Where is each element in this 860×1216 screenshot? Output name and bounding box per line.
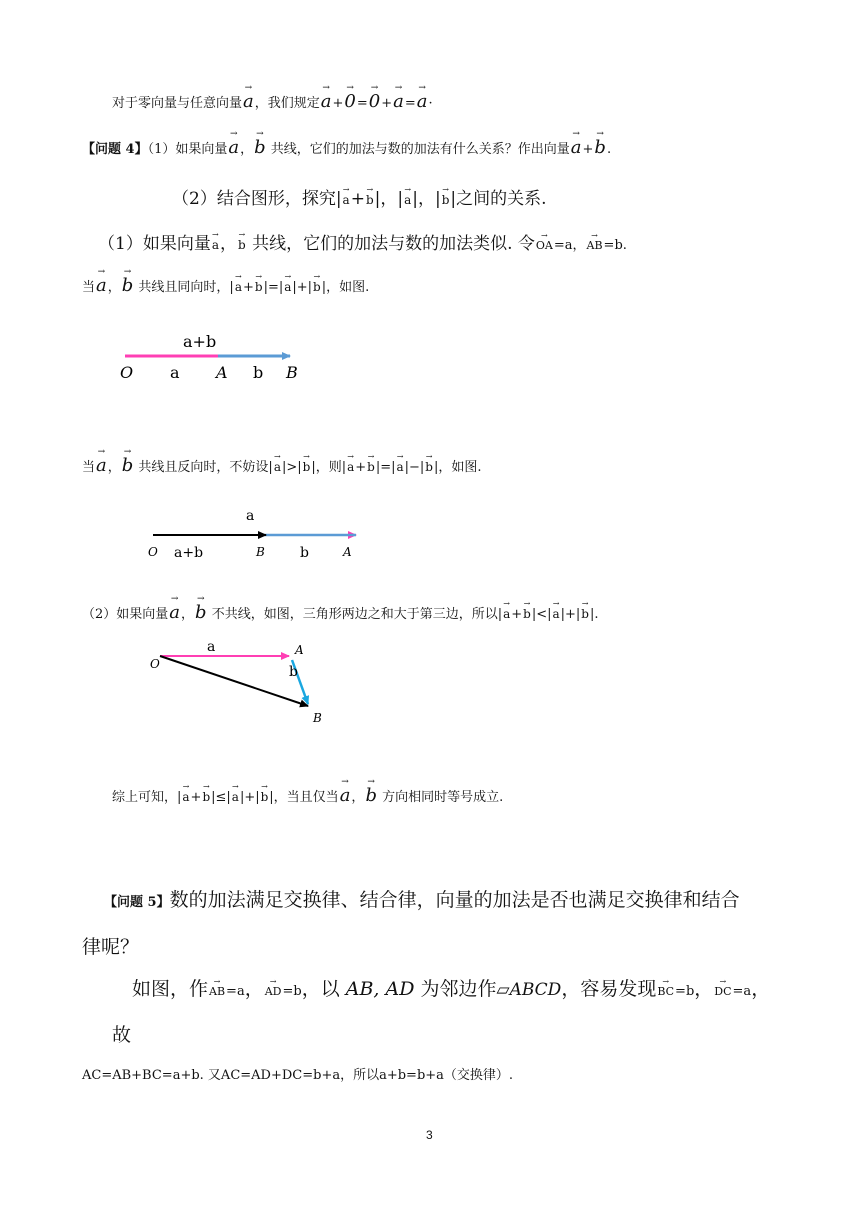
fig1-point-b: B bbox=[286, 363, 298, 382]
fig2-point-b: B bbox=[256, 545, 265, 559]
figure-triangle bbox=[150, 639, 322, 725]
vector-sum-line bbox=[160, 656, 308, 706]
therefore-word: 故 bbox=[112, 1024, 132, 1046]
page-number: 3 bbox=[426, 1128, 433, 1142]
fig3-label-a: a bbox=[207, 639, 216, 655]
commutative-construction: 如图，作→ AB=a，→ AD=b，以 AB, AD 为邻边作▱ABCD，容易发现→ BC=b，→ DC=a， bbox=[132, 974, 770, 1001]
fig2-point-o: O bbox=[148, 545, 158, 559]
same-direction-text: 当→ a，→ b 共线且同向时，|→ a+→ b|=|→ a|+|→ b|，如图. bbox=[82, 276, 369, 295]
fig1-label-b: b bbox=[253, 363, 264, 382]
opposite-direction-text: 当→ a，→ b 共线且反向时，不妨设|→ a|>|→ b|，则|→ a+→ b|=|→ a|−|→ b|，如图. bbox=[82, 456, 482, 475]
problem-4-part2: （2）结合图形，探究|→ a+→ b|，|→ a|，|→ b|之间的关系. bbox=[172, 184, 547, 209]
fig2-label-a: a bbox=[246, 508, 255, 524]
figure-same-direction bbox=[120, 332, 298, 382]
fig1-label-a: a bbox=[170, 363, 180, 382]
fig2-label-sum: a+b bbox=[174, 545, 204, 561]
fig1-sum-label: a+b bbox=[183, 332, 217, 351]
fig2-label-b: b bbox=[300, 545, 309, 561]
fig1-point-o: O bbox=[120, 363, 134, 382]
fig2-point-a: A bbox=[343, 545, 352, 559]
zero-vector-rule: 对于零向量与任意向量→ a，我们规定→ a+→ 0=→ 0+→ a=→ a· bbox=[112, 92, 433, 111]
commutative-law-text: AC=AB+BC=a+b. 又AC=AD+DC=b+a，所以a+b=b+a（交换律）. bbox=[82, 1068, 514, 1083]
not-collinear-text: （2）如果向量→ a，→ b 不共线，如图，三角形两边之和大于第三边，所以|→ a+→ b|<|→ a|+|→ b|. bbox=[82, 603, 599, 622]
fig3-point-a: A bbox=[295, 643, 304, 657]
answer-part1-intro: （1）如果向量→ a，→ b 共线，它们的加法与数的加法类似. 令→ OA=a，→ AB=b. bbox=[98, 229, 627, 254]
fig3-label-b: b bbox=[289, 664, 298, 680]
problem-5-line1: 【问题 5】数的加法满足交换律、结合律，向量的加法是否也满足交换律和结合 bbox=[104, 889, 740, 911]
fig3-point-b: B bbox=[313, 711, 322, 725]
problem-5-line2: 律呢？ bbox=[82, 936, 140, 958]
conclusion-text: 综上可知，|→ a+→ b|≤|→ a|+|→ b|，当且仅当→ a，→ b 方向相同时等号成立. bbox=[112, 786, 503, 805]
figure-opposite-direction bbox=[148, 508, 356, 561]
problem-4-question: 【问题 4】（1）如果向量→ a，→ b 共线，它们的加法与数的加法有什么关系？作出向量→ a+→ b. bbox=[82, 138, 611, 157]
fig1-point-a: A bbox=[216, 363, 228, 382]
fig3-point-o: O bbox=[150, 657, 160, 671]
